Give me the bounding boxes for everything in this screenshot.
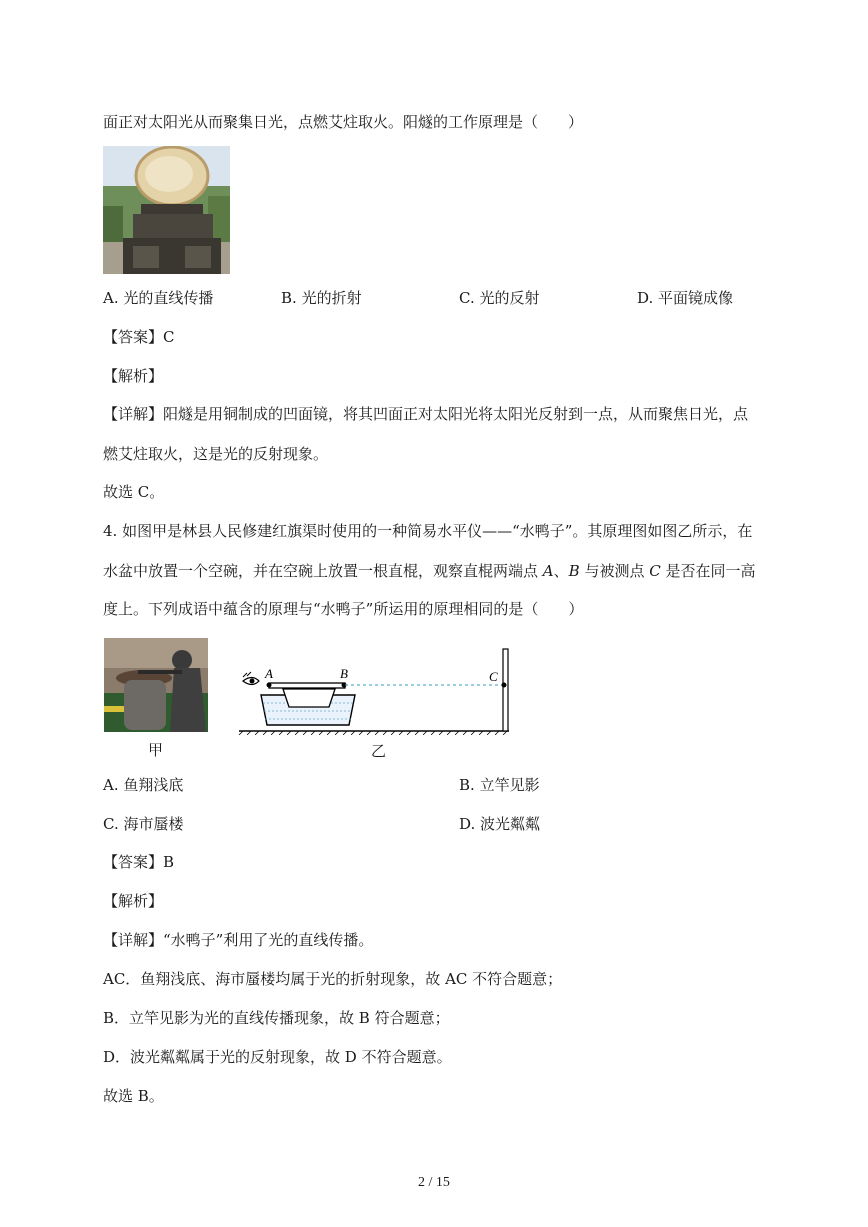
diagram-label-c: C — [489, 669, 498, 684]
diagram-label-a: A — [265, 666, 273, 681]
q4-option-a: A. 鱼翔浅底 — [103, 776, 184, 794]
yi-principle-diagram — [233, 645, 513, 735]
q3-option-b: B. 光的折射 — [281, 289, 362, 307]
q4-option-c: C. 海市蜃楼 — [103, 815, 184, 833]
q3-option-d: D. 平面镜成像 — [637, 289, 734, 307]
q4-detail-b: B．立竿见影为光的直线传播现象，故 B 符合题意； — [103, 1009, 450, 1027]
yangsui-photo — [103, 146, 230, 274]
q4-detail-line1: 【详解】“水鸭子”利用了光的直线传播。 — [103, 931, 374, 949]
q4-stem-line1: 4. 如图甲是林县人民修建红旗渠时使用的一种简易水平仪——“水鸭子”。其原理图如图乙所示，在 — [103, 522, 753, 540]
q3-detail-line2: 燃艾炷取火，这是光的反射现象。 — [103, 445, 329, 463]
caption-yi: 乙 — [371, 742, 387, 760]
q4-conclusion: 故选 B。 — [103, 1087, 164, 1105]
q3-stem-tail: 面正对太阳光从而聚集日光，点燃艾炷取火。阳燧的工作原理是（ ） — [103, 113, 584, 131]
q3-detail-line1: 【详解】阳燧是用铜制成的凹面镜，将其凹面正对太阳光将太阳光反射到一点，从而聚焦日光，点 — [103, 405, 749, 423]
q4-stem-line2: 水盆中放置一个空碗，并在空碗上放置一根直棍，观察直棍两端点 A、B 与被测点 C 是否在同一高 — [103, 562, 756, 580]
q3-option-a: A. 光的直线传播 — [103, 289, 214, 307]
q3-option-c: C. 光的反射 — [459, 289, 540, 307]
q4-option-d: D. 波光粼粼 — [459, 815, 541, 833]
q3-conclusion: 故选 C。 — [103, 483, 165, 501]
caption-jia: 甲 — [148, 741, 164, 759]
water-duck-photo — [104, 638, 208, 732]
q4-stem-line3: 度上。下列成语中蕴含的原理与“水鸭子”所运用的原理相同的是（ ） — [103, 600, 584, 618]
page-number: 2 / 15 — [418, 1175, 450, 1190]
diagram-label-b: B — [340, 666, 348, 681]
q4-detail-d: D．波光粼粼属于光的反射现象，故 D 不符合题意。 — [103, 1048, 452, 1066]
q4-option-b: B. 立竿见影 — [459, 776, 540, 794]
q4-detail-ac: AC．鱼翔浅底、海市蜃楼均属于光的折射现象，故 AC 不符合题意； — [103, 970, 563, 988]
q3-analysis-label: 【解析】 — [103, 367, 164, 385]
q4-answer: 【答案】B — [103, 853, 175, 871]
q4-analysis-label: 【解析】 — [103, 892, 164, 910]
q3-answer: 【答案】C — [103, 328, 175, 346]
